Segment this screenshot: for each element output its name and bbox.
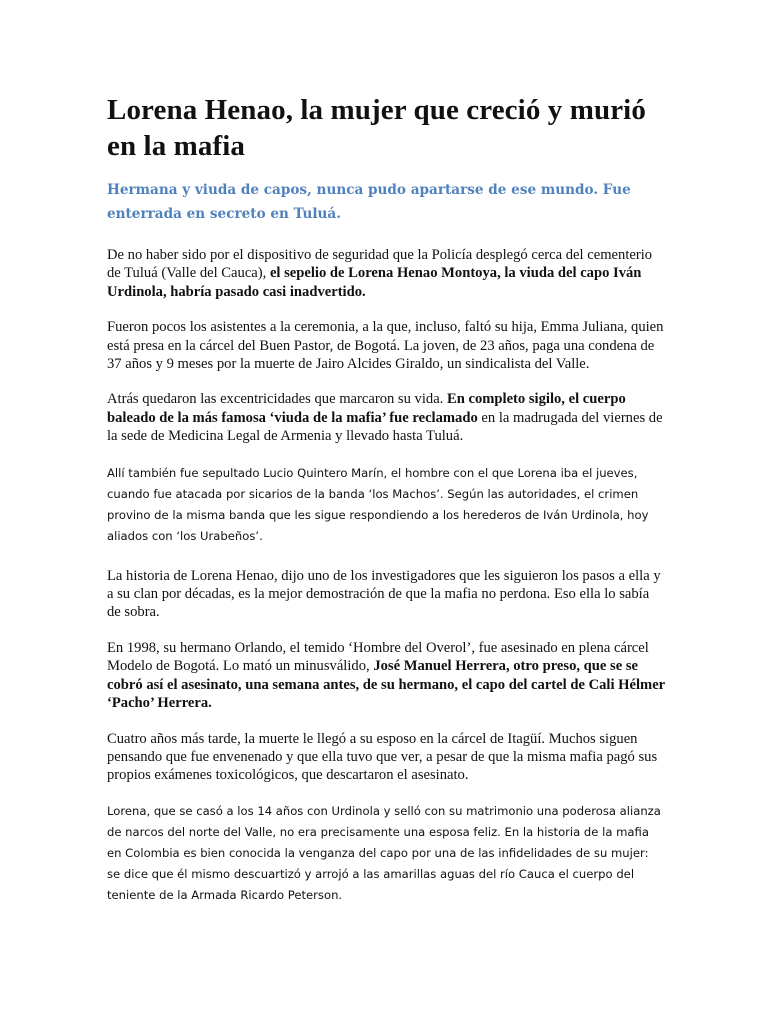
paragraph-3-text-c: en la madrugada del viernes de la sede de Medicina Legal de Armenia y llevado hasta Tuluá.	[107, 409, 663, 445]
paragraph-2: Fueron pocos los asistentes a la ceremonia, a la que, incluso, faltó su hija, Emma Juliana, quien está presa en la cárcel del Buen Pastor, de Bogotá. La joven, de 23 años, paga una condena de 37 años y 9 meses por la muerte de Jairo Alcides Giraldo, un sindicalista del Valle.	[107, 319, 664, 373]
paragraph-6	[107, 639, 665, 713]
paragraph-7: Cuatro años más tarde, la muerte le llegó a su esposo en la cárcel de Itagüí. Muchos siguen pensando que fue envenenado y que ella tuvo que ver, a pesar de que la misma mafia pagó sus propios exámenes toxicológicos, que descartaron el asesinato.	[107, 730, 658, 784]
paragraph-4: Allí también fue sepultado Lucio Quintero Marín, el hombre con el que Lorena iba el jueves, cuando fue atacada por sicarios de la banda ‘los Machos’. Según las autoridades, el crimen provino de la misma banda que les sigue respondiendo a los herederos de Iván Urdinola, hoy aliados con ‘los Urabeños’.	[107, 465, 649, 543]
paragraph-5: La historia de Lorena Henao, dijo uno de los investigadores que les siguieron los pasos a ella y a su clan por décadas, es la mejor demostración de que la mafia no perdona. Eso ella lo sabía de sobra.	[107, 567, 661, 621]
paragraph-6-bold: José Manuel Herrera, otro preso, que se se cobró así el asesinato, una semana antes, de su hermano, el capo del cartel de Cali Hélmer ‘Pacho’ Herrera.	[107, 658, 665, 712]
paragraph-3	[107, 390, 665, 445]
paragraph-1	[107, 246, 665, 301]
article-title: Lorena Henao, la mujer que creció y murió en la mafia	[107, 94, 646, 162]
paragraph-8: Lorena, que se casó a los 14 años con Urdinola y selló con su matrimonio una poderosa alianza de narcos del norte del Valle, no era precisamente una esposa feliz. En la historia de la mafia en Colombia es bien conocida la venganza del capo por una de las infidelidades de su mujer: se dice que él mismo descuartizó y arrojó a las amarillas aguas del río Cauca el cuerpo del teniente de la Armada Ricardo Peterson.	[107, 803, 661, 902]
paragraph-6-text: En 1998, su hermano Orlando, el temido ‘Hombre del Overol’, fue asesinado en plena cárcel Modelo de Bogotá. Lo mató un minusválido,	[107, 639, 649, 675]
paragraph-3-bold: En completo sigilo, el cuerpo baleado de la más famosa ‘viuda de la mafia’ fue reclamado	[107, 391, 626, 426]
paragraph-1-bold: el sepelio de Lorena Henao Montoya, la viuda del capo Iván Urdinola, habría pasado casi inadvertido.	[107, 265, 642, 300]
article	[107, 92, 665, 906]
paragraph-3-text-a: Atrás quedaron las excentricidades que marcaron su vida.	[107, 391, 447, 408]
paragraph-1-text: De no haber sido por el dispositivo de seguridad que la Policía desplegó cerca del cementerio de Tuluá (Valle del Cauca),	[107, 247, 653, 282]
article-subtitle: Hermana y viuda de capos, nunca pudo apartarse de ese mundo. Fue enterrada en secreto en Tuluá.	[107, 182, 631, 222]
